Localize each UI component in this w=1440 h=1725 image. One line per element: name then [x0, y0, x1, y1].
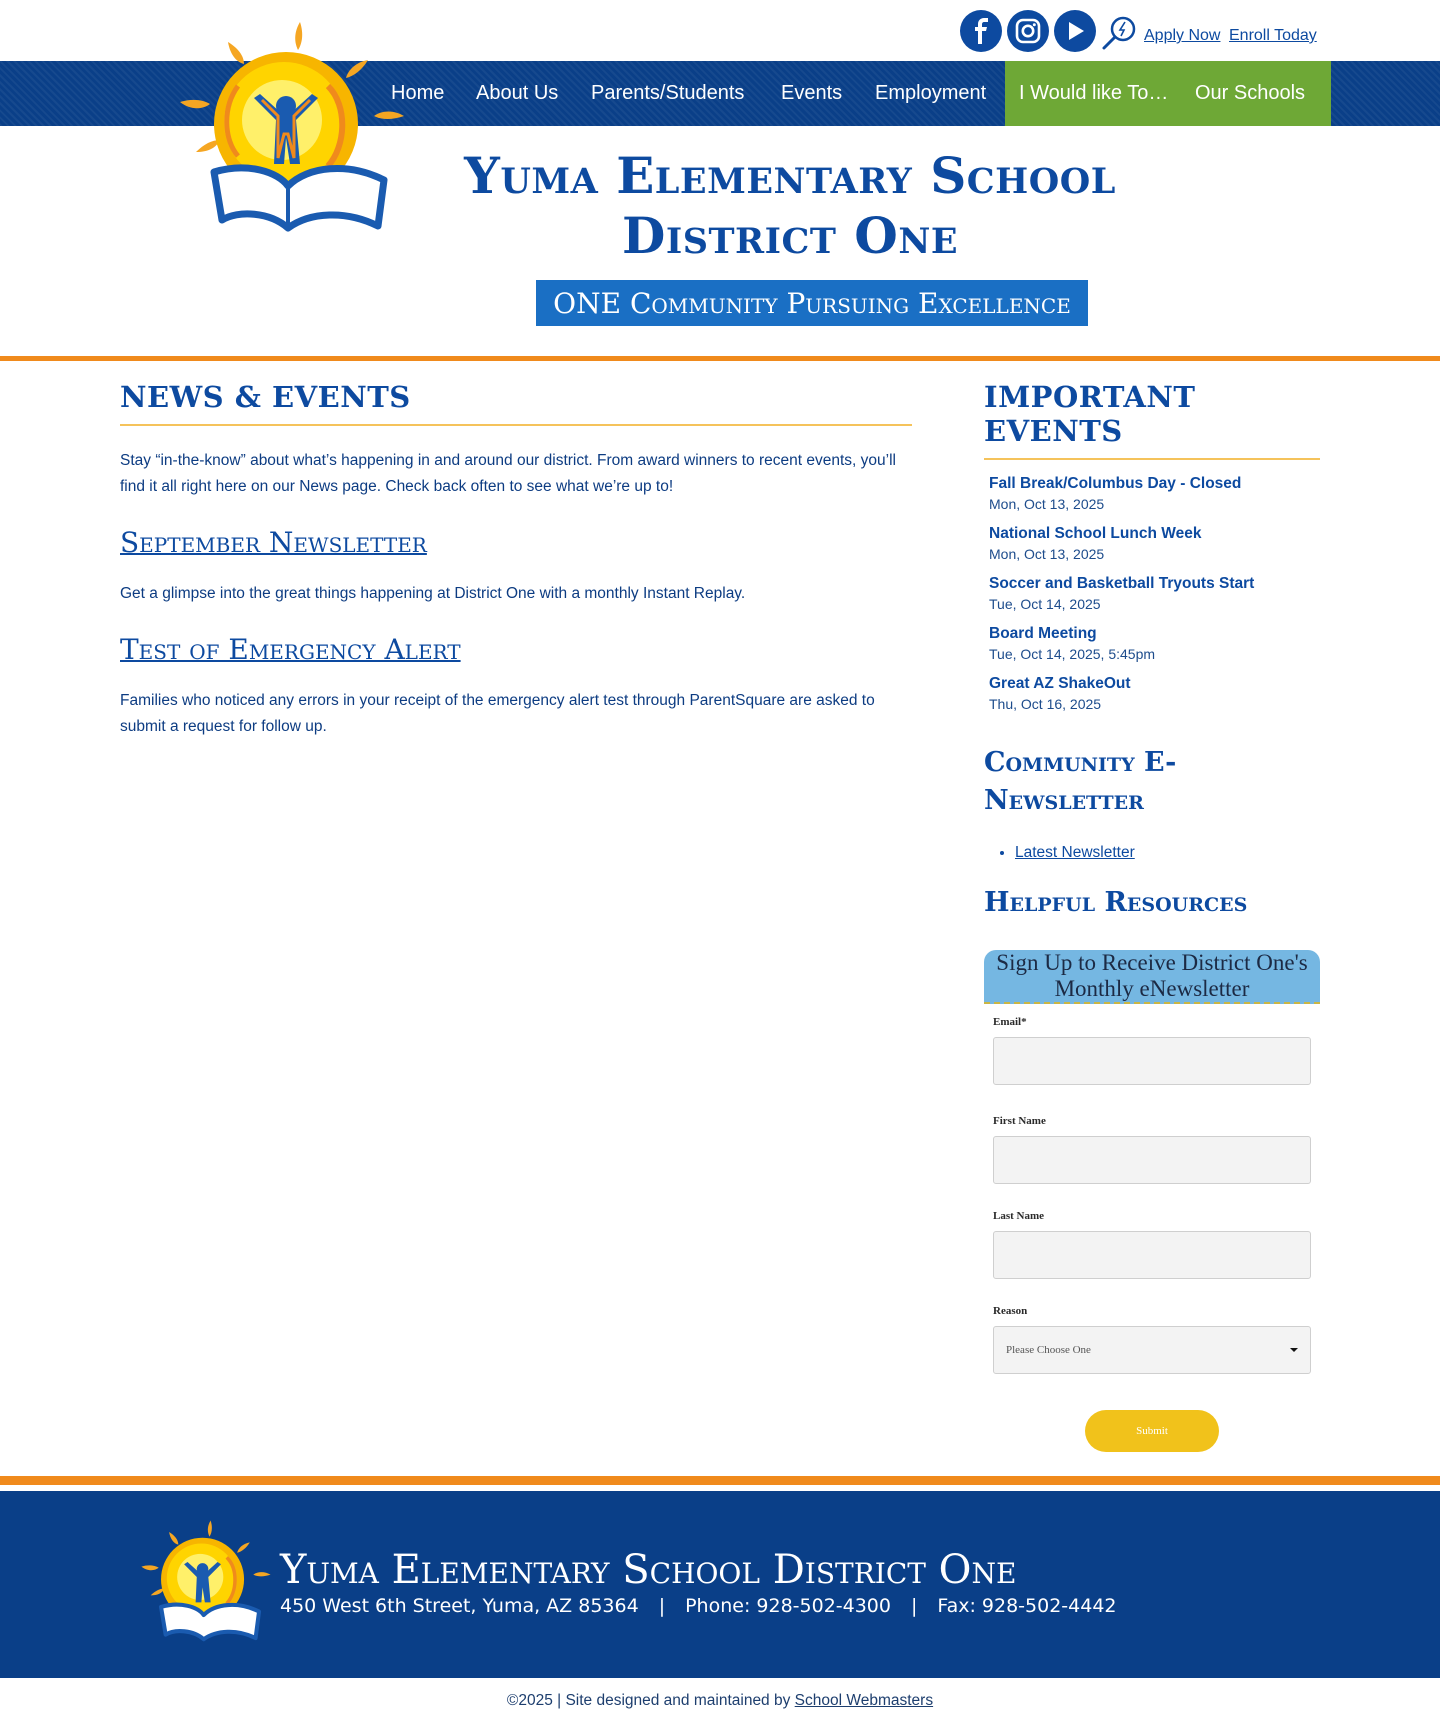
last-name-field[interactable]: [993, 1231, 1311, 1279]
event-item: [989, 574, 1320, 614]
chevron-down-icon: [1290, 1348, 1298, 1352]
tagline-banner: [536, 280, 1088, 326]
footer-logo: [140, 1517, 272, 1645]
helpful-resources-heading: Helpful Resources: [984, 887, 1248, 918]
nav-item-our-schools[interactable]: Our Schools: [1169, 61, 1331, 126]
apply-now-link[interactable]: Apply Now: [1144, 27, 1221, 44]
important-events-heading: IMPORTANT EVENTS: [984, 380, 1320, 460]
event-date: Mon, Oct 13, 2025: [989, 546, 1105, 562]
news-title-emergency-alert[interactable]: Test of Emergency Alert: [120, 633, 461, 666]
youtube-icon[interactable]: [1054, 10, 1096, 52]
reason-label: Reason: [993, 1305, 1028, 1317]
copyright: [0, 1692, 1440, 1710]
first-name-field[interactable]: [993, 1136, 1311, 1184]
event-item: [989, 474, 1320, 514]
event-title[interactable]: Board Meeting: [989, 625, 1097, 642]
news-heading: NEWS & EVENTS: [120, 380, 912, 426]
event-item: [989, 524, 1320, 564]
enroll-today-link[interactable]: Enroll Today: [1229, 27, 1317, 44]
nav-item-employment[interactable]: Employment: [875, 82, 987, 104]
events-list: [984, 474, 1320, 714]
news-section: [120, 380, 912, 740]
separator: |: [658, 1595, 666, 1617]
first-name-label: First Name: [993, 1115, 1046, 1127]
separator: |: [911, 1595, 918, 1617]
last-name-label: Last Name: [993, 1210, 1045, 1222]
copyright-text: ©2025 | Site designed and maintained by: [506, 1692, 791, 1709]
latest-newsletter-link[interactable]: Latest Newsletter: [1015, 844, 1135, 861]
footer-address: 450 West 6th Street, Yuma, AZ 85364: [280, 1595, 639, 1617]
footer-fax: Fax: 928-502-4442: [937, 1595, 1117, 1617]
header-divider: [0, 356, 1440, 361]
tagline-text: ONE Community Pursuing Excellence: [553, 286, 1071, 320]
nav-item-home[interactable]: Home: [391, 82, 445, 104]
search-icon[interactable]: [1101, 14, 1139, 52]
event-date: Tue, Oct 14, 2025, 5:45pm: [989, 646, 1156, 662]
event-title[interactable]: Fall Break/Columbus Day - Closed: [989, 475, 1242, 492]
news-title-september-newsletter[interactable]: September Newsletter: [120, 526, 427, 559]
school-webmasters-link[interactable]: School Webmasters: [794, 1692, 934, 1709]
submit-button[interactable]: Submit: [1085, 1410, 1219, 1452]
event-title[interactable]: National School Lunch Week: [989, 525, 1202, 542]
reason-select[interactable]: [993, 1326, 1311, 1374]
newsletter-signup: [984, 950, 1320, 1452]
reason-selected-value: Please Choose One: [1006, 1344, 1091, 1356]
event-title[interactable]: Soccer and Basketball Tryouts Start: [989, 575, 1255, 592]
newsletter-list: [984, 844, 1320, 862]
news-summary: Get a glimpse into the great things happening at District One with a monthly Instant Replay.: [120, 585, 746, 602]
signup-header: Sign Up to Receive District One's Monthly eNewsletter: [984, 950, 1320, 1004]
facebook-icon[interactable]: [960, 10, 1002, 52]
footer: [0, 1491, 1440, 1678]
event-date: Tue, Oct 14, 2025: [989, 596, 1101, 612]
nav-item-i-would-like-to[interactable]: I Would like To…: [1005, 61, 1169, 126]
signup-form: [984, 1016, 1320, 1452]
nav-item-about-us[interactable]: About Us: [476, 82, 559, 104]
email-field[interactable]: [993, 1037, 1311, 1085]
footer-contact: [280, 1595, 1117, 1617]
event-title[interactable]: Great AZ ShakeOut: [989, 675, 1131, 692]
footer-title: Yuma Elementary School District One: [280, 1547, 1017, 1593]
news-summary: Families who noticed any errors in your receipt of the emergency alert test through ParentSquare are asked to submit a request for follow up.: [120, 692, 875, 735]
email-label: Email*: [993, 1016, 1027, 1028]
sidebar: [984, 380, 1320, 922]
news-intro: Stay “in-the-know” about what’s happening in and around our district. From award winners to recent events, you’ll find it all right here on our News page. Check back often to see what we’re up to!: [120, 452, 896, 495]
nav-item-events[interactable]: Events: [781, 82, 843, 104]
site-title: Yuma Elementary School District One: [464, 146, 1116, 265]
event-date: Thu, Oct 16, 2025: [989, 696, 1102, 712]
instagram-icon[interactable]: [1007, 10, 1049, 52]
event-item: [989, 674, 1320, 714]
community-newsletter-heading: Community E-Newsletter: [984, 747, 1177, 816]
footer-divider: [0, 1476, 1440, 1485]
list-item: [1015, 844, 1320, 862]
event-date: Mon, Oct 13, 2025: [989, 496, 1105, 512]
footer-phone: Phone: 928-502-4300: [685, 1595, 891, 1617]
nav-item-parents-students[interactable]: Parents/Students: [591, 82, 745, 104]
event-item: [989, 624, 1320, 664]
